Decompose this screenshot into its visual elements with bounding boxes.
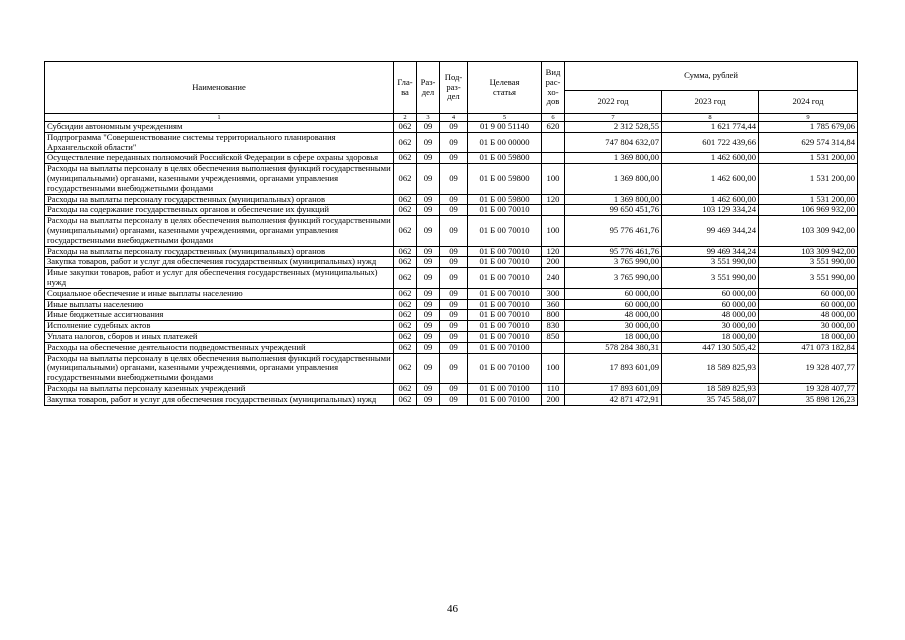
row-sum-2023: 35 745 588,07 [662,394,759,405]
row-sum-2022: 30 000,00 [565,321,662,332]
row-sum-2022: 17 893 601,09 [565,353,662,383]
row-razdel: 09 [417,321,440,332]
header-target: Целевая статья [468,62,542,114]
row-razdel: 09 [417,194,440,205]
row-expense-type: 830 [542,321,565,332]
row-name: Подпрограмма "Совершенствование системы территориального планирования Архангельской области" [45,132,394,153]
row-podrazdel: 09 [440,132,468,153]
row-razdel: 09 [417,153,440,164]
row-sum-2022: 42 871 472,91 [565,394,662,405]
row-razdel: 09 [417,246,440,257]
row-podrazdel: 09 [440,216,468,246]
row-podrazdel: 09 [440,205,468,216]
table-row [45,257,858,268]
row-sum-2022: 2 312 528,55 [565,122,662,133]
row-name: Иные выплаты населению [45,299,394,310]
row-name: Иные закупки товаров, работ и услуг для обеспечения государственных (муниципальных) нужд [45,268,394,289]
row-target-article: 01 Б 00 70010 [468,299,542,310]
row-glava: 062 [394,299,417,310]
table-row [45,288,858,299]
header-year-2023: 2023 год [662,91,759,114]
row-glava: 062 [394,216,417,246]
table-row [45,299,858,310]
row-razdel: 09 [417,205,440,216]
row-name: Субсидии автономным учреждениям [45,122,394,133]
table-row [45,342,858,353]
row-podrazdel: 09 [440,342,468,353]
col-number: 8 [662,114,759,122]
row-sum-2022: 3 765 990,00 [565,268,662,289]
budget-table [44,61,858,406]
row-sum-2022: 1 369 800,00 [565,164,662,194]
row-expense-type [542,342,565,353]
row-target-article: 01 Б 00 70010 [468,205,542,216]
row-sum-2023: 99 469 344,24 [662,246,759,257]
row-name: Расходы на обеспечение деятельности подведомственных учреждений [45,342,394,353]
row-name: Закупка товаров, работ и услуг для обеспечения государственных (муниципальных) нужд [45,394,394,405]
page-number: 46 [447,603,458,615]
table-row [45,216,858,246]
row-expense-type: 300 [542,288,565,299]
row-sum-2024: 103 309 942,00 [759,246,858,257]
row-sum-2024: 103 309 942,00 [759,216,858,246]
col-number: 6 [542,114,565,122]
row-target-article: 01 Б 00 70010 [468,246,542,257]
row-sum-2023: 3 551 990,00 [662,268,759,289]
row-sum-2023: 60 000,00 [662,288,759,299]
row-sum-2023: 103 129 334,24 [662,205,759,216]
col-number: 1 [45,114,394,122]
table-row [45,383,858,394]
row-target-article: 01 Б 00 70100 [468,383,542,394]
header-vid: Вид рас- хо- дов [542,62,565,114]
row-name: Социальное обеспечение и иные выплаты населению [45,288,394,299]
row-sum-2024: 19 328 407,77 [759,353,858,383]
row-razdel: 09 [417,216,440,246]
row-razdel: 09 [417,122,440,133]
row-sum-2024: 35 898 126,23 [759,394,858,405]
table-row [45,153,858,164]
header-glava: Гла- ва [394,62,417,114]
row-sum-2022: 17 893 601,09 [565,383,662,394]
table-row [45,246,858,257]
row-target-article: 01 Б 00 70100 [468,394,542,405]
row-sum-2022: 95 776 461,76 [565,246,662,257]
row-target-article: 01 Б 00 70010 [468,321,542,332]
row-expense-type: 110 [542,383,565,394]
row-target-article: 01 Б 00 70100 [468,353,542,383]
row-target-article: 01 Б 00 70010 [468,331,542,342]
row-razdel: 09 [417,331,440,342]
header-name: Наименование [45,62,394,114]
row-razdel: 09 [417,132,440,153]
row-sum-2024: 1 531 200,00 [759,153,858,164]
row-target-article: 01 Б 00 70010 [468,257,542,268]
table-row [45,331,858,342]
row-sum-2024: 60 000,00 [759,299,858,310]
row-sum-2022: 1 369 800,00 [565,153,662,164]
row-razdel: 09 [417,299,440,310]
row-name: Расходы на выплаты персоналу казенных учреждений [45,383,394,394]
row-sum-2022: 60 000,00 [565,288,662,299]
row-expense-type [542,153,565,164]
row-sum-2022: 747 804 632,07 [565,132,662,153]
row-sum-2023: 1 462 600,00 [662,164,759,194]
row-podrazdel: 09 [440,288,468,299]
row-target-article: 01 Б 00 59800 [468,153,542,164]
row-sum-2024: 471 073 182,84 [759,342,858,353]
row-target-article: 01 Б 00 70010 [468,310,542,321]
row-expense-type: 200 [542,257,565,268]
row-podrazdel: 09 [440,383,468,394]
row-expense-type: 120 [542,194,565,205]
row-name: Иные бюджетные ассигнования [45,310,394,321]
row-target-article: 01 Б 00 70010 [468,288,542,299]
table-row [45,394,858,405]
row-sum-2024: 60 000,00 [759,288,858,299]
table-row [45,353,858,383]
row-expense-type: 100 [542,353,565,383]
row-sum-2023: 60 000,00 [662,299,759,310]
budget-table-sheet [44,61,857,406]
row-podrazdel: 09 [440,153,468,164]
row-razdel: 09 [417,342,440,353]
col-number: 2 [394,114,417,122]
row-glava: 062 [394,257,417,268]
row-sum-2024: 629 574 314,84 [759,132,858,153]
row-glava: 062 [394,205,417,216]
header-podrazdel: Под- раз- дел [440,62,468,114]
row-sum-2022: 48 000,00 [565,310,662,321]
row-glava: 062 [394,194,417,205]
row-name: Расходы на выплаты персоналу государственных (муниципальных) органов [45,246,394,257]
row-sum-2022: 1 369 800,00 [565,194,662,205]
row-target-article: 01 Б 00 59800 [468,164,542,194]
row-target-article: 01 9 00 51140 [468,122,542,133]
row-expense-type: 800 [542,310,565,321]
row-sum-2022: 3 765 990,00 [565,257,662,268]
row-expense-type [542,205,565,216]
row-podrazdel: 09 [440,164,468,194]
row-target-article: 01 Б 00 70010 [468,268,542,289]
row-target-article: 01 Б 00 70100 [468,342,542,353]
row-sum-2022: 18 000,00 [565,331,662,342]
row-podrazdel: 09 [440,246,468,257]
row-expense-type: 240 [542,268,565,289]
row-glava: 062 [394,288,417,299]
row-glava: 062 [394,153,417,164]
header-razdel: Раз- дел [417,62,440,114]
table-row [45,164,858,194]
row-name: Закупка товаров, работ и услуг для обеспечения государственных (муниципальных) нужд [45,257,394,268]
row-podrazdel: 09 [440,353,468,383]
row-sum-2023: 1 462 600,00 [662,194,759,205]
row-podrazdel: 09 [440,194,468,205]
table-row [45,205,858,216]
row-expense-type: 100 [542,164,565,194]
row-razdel: 09 [417,310,440,321]
row-razdel: 09 [417,268,440,289]
row-sum-2023: 18 589 825,93 [662,383,759,394]
row-sum-2023: 1 462 600,00 [662,153,759,164]
header-sum: Сумма, рублей [565,62,858,91]
table-row [45,268,858,289]
row-glava: 062 [394,164,417,194]
row-glava: 062 [394,268,417,289]
table-row [45,132,858,153]
row-sum-2023: 18 589 825,93 [662,353,759,383]
col-number: 4 [440,114,468,122]
row-sum-2023: 99 469 344,24 [662,216,759,246]
row-sum-2024: 1 531 200,00 [759,194,858,205]
row-expense-type: 360 [542,299,565,310]
row-sum-2022: 60 000,00 [565,299,662,310]
row-glava: 062 [394,310,417,321]
row-razdel: 09 [417,164,440,194]
row-podrazdel: 09 [440,331,468,342]
row-podrazdel: 09 [440,321,468,332]
row-glava: 062 [394,383,417,394]
row-sum-2023: 48 000,00 [662,310,759,321]
table-row [45,122,858,133]
row-expense-type: 850 [542,331,565,342]
row-sum-2024: 3 551 990,00 [759,268,858,289]
row-razdel: 09 [417,394,440,405]
col-number: 5 [468,114,542,122]
row-podrazdel: 09 [440,122,468,133]
row-glava: 062 [394,353,417,383]
row-glava: 062 [394,321,417,332]
row-glava: 062 [394,342,417,353]
row-podrazdel: 09 [440,394,468,405]
row-sum-2023: 447 130 505,42 [662,342,759,353]
row-glava: 062 [394,331,417,342]
row-sum-2023: 30 000,00 [662,321,759,332]
row-sum-2024: 18 000,00 [759,331,858,342]
row-sum-2024: 3 551 990,00 [759,257,858,268]
row-name: Расходы на выплаты персоналу в целях обеспечения выполнения функций государственными (муниципальными) органами, казенными учреждениями, органами управления государственными внебюджетными фондами [45,216,394,246]
row-sum-2024: 19 328 407,77 [759,383,858,394]
row-sum-2023: 601 722 439,66 [662,132,759,153]
row-target-article: 01 Б 00 59800 [468,194,542,205]
col-number: 7 [565,114,662,122]
row-sum-2024: 1 531 200,00 [759,164,858,194]
row-podrazdel: 09 [440,257,468,268]
row-target-article: 01 Б 00 70010 [468,216,542,246]
row-expense-type: 120 [542,246,565,257]
row-podrazdel: 09 [440,299,468,310]
row-expense-type [542,132,565,153]
row-name: Расходы на выплаты персоналу государственных (муниципальных) органов [45,194,394,205]
row-sum-2023: 1 621 774,44 [662,122,759,133]
col-number: 3 [417,114,440,122]
row-podrazdel: 09 [440,268,468,289]
table-row [45,194,858,205]
row-sum-2024: 48 000,00 [759,310,858,321]
header-year-2024: 2024 год [759,91,858,114]
row-name: Расходы на выплаты персоналу в целях обеспечения выполнения функций государственными (муниципальными) органами, казенными учреждениями, органами управления государственными внебюджетными фондами [45,353,394,383]
row-glava: 062 [394,394,417,405]
row-razdel: 09 [417,257,440,268]
row-expense-type: 100 [542,216,565,246]
table-row [45,321,858,332]
row-glava: 062 [394,132,417,153]
table-row [45,310,858,321]
row-sum-2023: 3 551 990,00 [662,257,759,268]
header-year-2022: 2022 год [565,91,662,114]
row-glava: 062 [394,246,417,257]
row-target-article: 01 Б 00 00000 [468,132,542,153]
row-name: Расходы на выплаты персоналу в целях обеспечения выполнения функций государственными (муниципальными) органами, казенными учреждениями, органами управления государственными внебюджетными фондами [45,164,394,194]
row-razdel: 09 [417,288,440,299]
row-podrazdel: 09 [440,310,468,321]
row-name: Осуществление переданных полномочий Российской Федерации в сфере охраны здоровья [45,153,394,164]
row-sum-2022: 95 776 461,76 [565,216,662,246]
row-razdel: 09 [417,353,440,383]
row-expense-type: 200 [542,394,565,405]
row-glava: 062 [394,122,417,133]
row-name: Уплата налогов, сборов и иных платежей [45,331,394,342]
row-sum-2022: 99 650 451,76 [565,205,662,216]
row-name: Исполнение судебных актов [45,321,394,332]
row-razdel: 09 [417,383,440,394]
row-sum-2022: 578 284 380,31 [565,342,662,353]
col-number: 9 [759,114,858,122]
row-sum-2023: 18 000,00 [662,331,759,342]
row-sum-2024: 106 969 932,00 [759,205,858,216]
row-sum-2024: 30 000,00 [759,321,858,332]
row-name: Расходы на содержание государственных органов и обеспечение их функций [45,205,394,216]
row-expense-type: 620 [542,122,565,133]
row-sum-2024: 1 785 679,06 [759,122,858,133]
